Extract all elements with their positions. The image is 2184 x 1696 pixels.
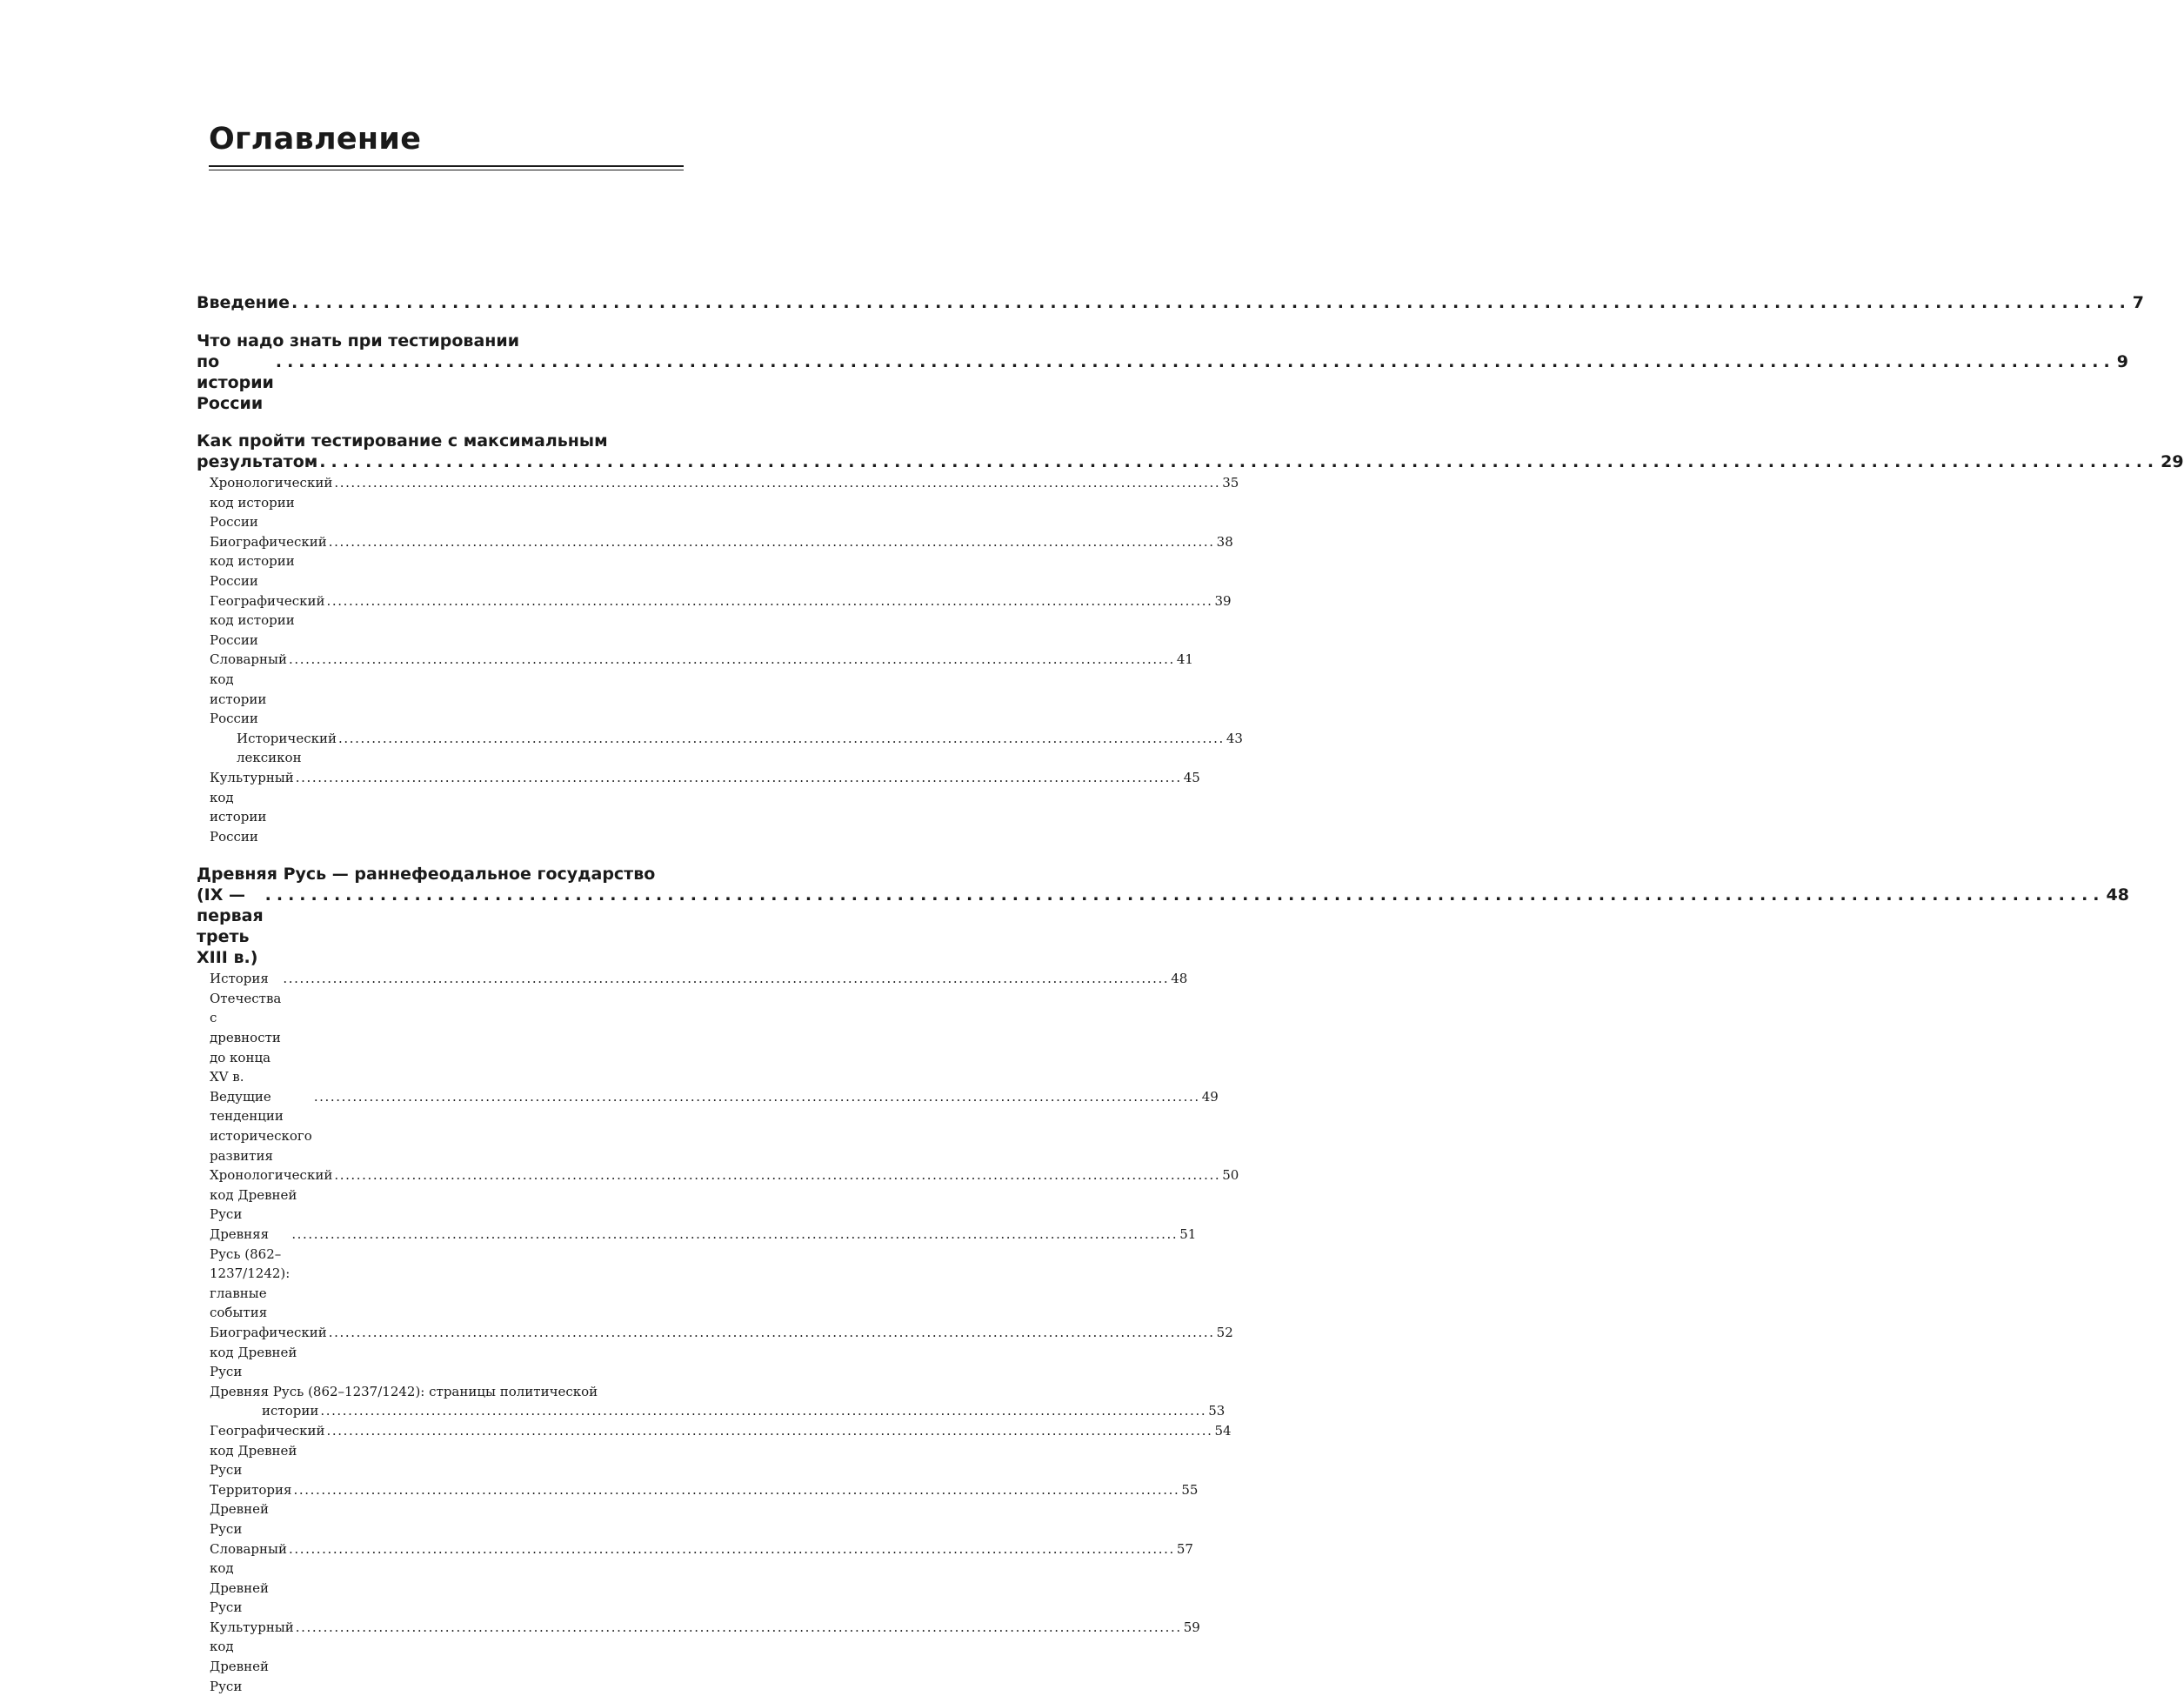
page-number: 49 bbox=[1201, 1088, 1219, 1105]
toc-subsection[interactable] bbox=[197, 1480, 1199, 1539]
toc-subsection-line bbox=[210, 1401, 1226, 1421]
dot-leader: ................................................................................................................................................................ bbox=[334, 1167, 1221, 1184]
toc-subsection-title: Хронологический код истории России bbox=[210, 475, 333, 531]
page-number: 57 bbox=[1176, 1540, 1193, 1557]
dot-leader: ................................................................................................................................................................ bbox=[291, 1226, 1179, 1242]
toc-section-testing-knowledge[interactable] bbox=[197, 331, 2128, 414]
toc-section-title: Что надо знать при тестировании bbox=[197, 331, 520, 351]
dot-leader: ................................................................................................................................................................ bbox=[326, 1422, 1213, 1439]
page-number: 45 bbox=[1183, 769, 1200, 785]
title-rule bbox=[209, 165, 684, 170]
toc-subsection-list bbox=[197, 969, 1239, 1696]
toc-subsection-title: Территория Древней Руси bbox=[210, 1481, 292, 1537]
toc-section-title-cont: результатом bbox=[197, 452, 318, 471]
dot-leader: ................................................................................................................................................................ bbox=[337, 730, 1225, 746]
toc-subsection[interactable] bbox=[197, 650, 1193, 728]
dot-leader: ................................................................................................................................................................ bbox=[293, 1481, 1180, 1498]
dot-leader: ................................................................................................................................................................ bbox=[326, 592, 1213, 609]
toc-subsection-title: Географический код истории России bbox=[210, 592, 325, 648]
toc-subsection-title: История Отечества с древности до конца XV в. bbox=[210, 971, 282, 1085]
toc-subsection[interactable] bbox=[197, 1225, 1197, 1323]
page-number: 53 bbox=[1208, 1403, 1226, 1419]
dot-leader: ................................................................................................................................................................ bbox=[288, 1540, 1175, 1557]
dot-leader: ................................................................................................................................................................ bbox=[283, 971, 1170, 987]
toc-section-line bbox=[197, 351, 2128, 414]
toc-subsection-title-cont: истории bbox=[262, 1403, 319, 1419]
page-number: 52 bbox=[1216, 1324, 1233, 1340]
toc-subsection-title: Словарный код Древней Руси bbox=[210, 1540, 287, 1616]
toc-section-ancient-rus[interactable] bbox=[197, 864, 2129, 968]
page-number: 7 bbox=[2132, 293, 2145, 312]
toc-section-title: Введение bbox=[197, 293, 290, 312]
dot-leader: ................................................................................................................................................................ bbox=[328, 1324, 1215, 1340]
toc-section-max-result[interactable] bbox=[197, 431, 2184, 472]
toc-section-line bbox=[197, 451, 2184, 472]
page-number: 55 bbox=[1181, 1481, 1199, 1498]
toc-subsection[interactable] bbox=[197, 1323, 1233, 1382]
page-number: 48 bbox=[1171, 971, 1188, 987]
toc-subsection[interactable] bbox=[197, 1087, 1219, 1165]
toc-section-line bbox=[197, 292, 2145, 313]
toc-subsection-title: Биографический код Древней Руси bbox=[210, 1324, 327, 1380]
toc-subsection[interactable] bbox=[197, 729, 1243, 768]
toc-subsection-title: Хронологический код Древней Руси bbox=[210, 1167, 333, 1223]
toc-subsection-title: Словарный код истории России bbox=[210, 651, 287, 727]
page-number: 9 bbox=[2116, 352, 2128, 371]
page-number: 39 bbox=[1214, 592, 1232, 609]
page-number: 54 bbox=[1214, 1422, 1232, 1439]
dot-leader: ................................................................................................................................................................ bbox=[275, 352, 2115, 371]
toc-subsection-title: Древняя Русь (862–1237/1242): страницы политической bbox=[210, 1383, 598, 1399]
table-of-contents bbox=[197, 292, 2184, 1696]
toc-subsection-title: Древняя Русь (862–1237/1242): главные события bbox=[210, 1226, 291, 1321]
toc-section-line bbox=[197, 885, 2129, 968]
page-number: 48 bbox=[2106, 885, 2129, 905]
toc-subsection[interactable] bbox=[197, 1618, 1200, 1696]
dot-leader: ................................................................................................................................................................ bbox=[291, 293, 2131, 312]
toc-section-title: Как пройти тестирование с максимальным bbox=[197, 431, 608, 451]
toc-subsection-title: Культурный код истории России bbox=[210, 769, 294, 845]
toc-subsection[interactable] bbox=[197, 1165, 1239, 1225]
toc-subsection-title: Географический код Древней Руси bbox=[210, 1422, 325, 1479]
toc-subsection-title: Исторический лексикон bbox=[237, 730, 337, 766]
toc-section-introduction[interactable] bbox=[197, 292, 2145, 313]
dot-leader: ................................................................................................................................................................ bbox=[313, 1088, 1200, 1105]
toc-subsection-title: Биографический код истории России bbox=[210, 533, 327, 589]
toc-subsection[interactable] bbox=[197, 969, 1188, 1087]
page-number: 50 bbox=[1222, 1167, 1239, 1184]
toc-section-title: Древняя Русь — раннефеодальное государство bbox=[197, 865, 656, 885]
dot-leader: ................................................................................................................................................................ bbox=[319, 452, 2160, 471]
page-number: 51 bbox=[1179, 1226, 1197, 1242]
page-number: 59 bbox=[1183, 1619, 1200, 1635]
toc-subsection[interactable] bbox=[197, 1539, 1193, 1618]
dot-leader: ................................................................................................................................................................ bbox=[334, 475, 1221, 491]
toc-subsection-title: Ведущие тенденции исторического развития bbox=[210, 1088, 312, 1164]
toc-subsection[interactable] bbox=[197, 1421, 1232, 1480]
dot-leader: ................................................................................................................................................................ bbox=[264, 885, 2105, 905]
toc-subsection[interactable] bbox=[197, 1382, 1226, 1421]
page-number: 43 bbox=[1226, 730, 1243, 746]
toc-subsection[interactable] bbox=[197, 473, 1239, 532]
dot-leader: ................................................................................................................................................................ bbox=[328, 533, 1215, 550]
toc-subsection-list bbox=[197, 473, 1243, 846]
dot-leader: ................................................................................................................................................................ bbox=[295, 769, 1182, 785]
page-number: 35 bbox=[1222, 475, 1239, 491]
dot-leader: ................................................................................................................................................................ bbox=[288, 651, 1175, 668]
page-number: 41 bbox=[1176, 651, 1193, 668]
dot-leader: ................................................................................................................................................................ bbox=[320, 1403, 1207, 1419]
toc-section-title-cont: по истории России bbox=[197, 352, 274, 413]
toc-subsection-title: Культурный код Древней Руси bbox=[210, 1619, 294, 1694]
page-number: 29 bbox=[2161, 452, 2184, 471]
page-title: Оглавление bbox=[209, 122, 422, 157]
dot-leader: ................................................................................................................................................................ bbox=[295, 1619, 1182, 1635]
toc-subsection[interactable] bbox=[197, 768, 1200, 846]
toc-subsection[interactable] bbox=[197, 591, 1232, 651]
toc-section-title-cont: (IX — первая треть XIII в.) bbox=[197, 885, 264, 968]
page-number: 38 bbox=[1216, 533, 1233, 550]
toc-subsection[interactable] bbox=[197, 532, 1233, 591]
